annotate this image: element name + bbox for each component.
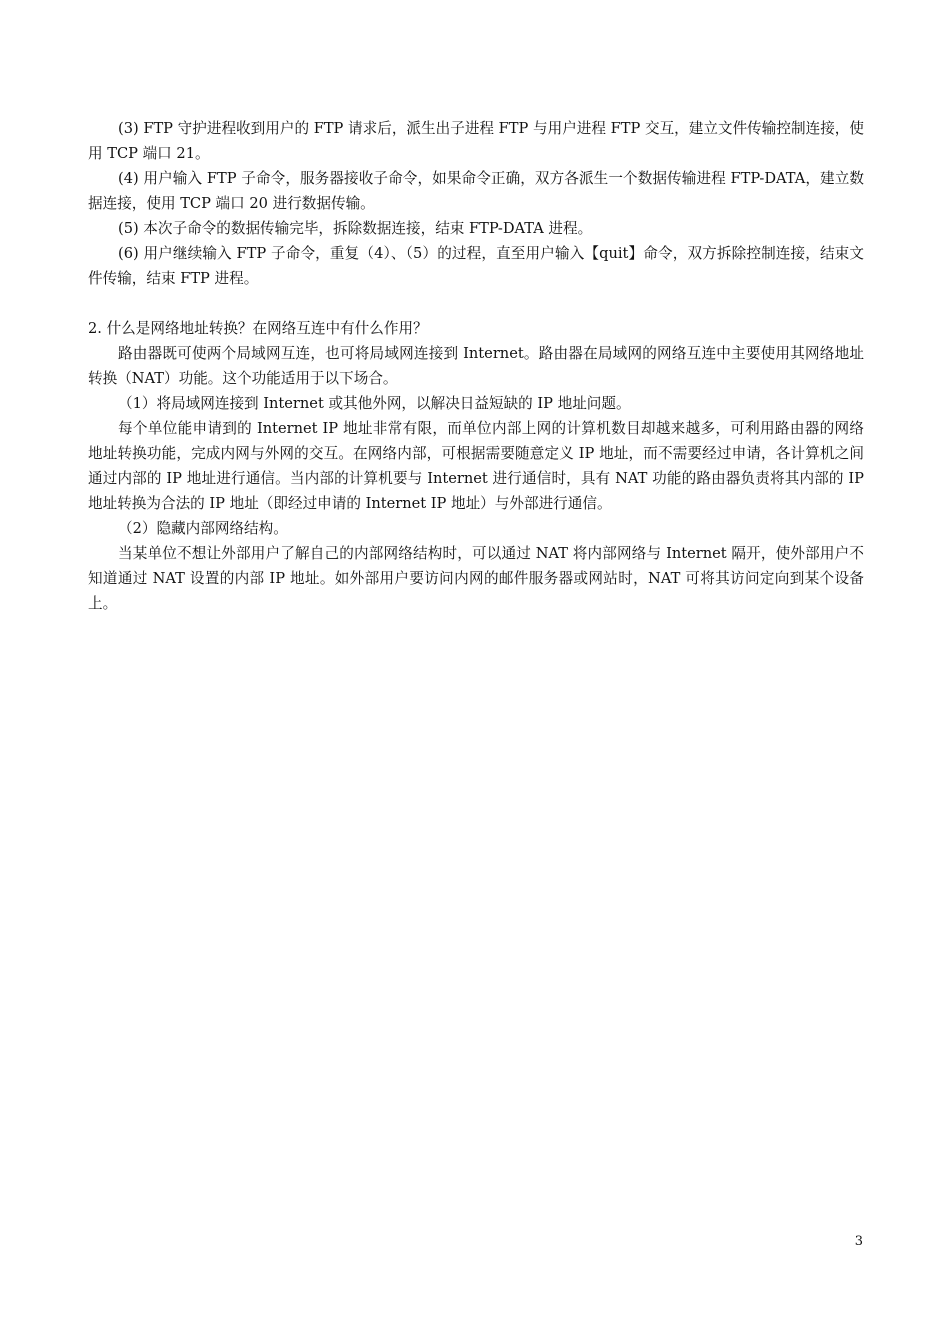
paragraph-case-2-body: 当某单位不想让外部用户了解自己的内部网络结构时，可以通过 NAT 将内部网络与 Internet 隔开，使外部用户不知道通过 NAT 设置的内部 IP 地址。如外部用户要访问内网的邮件服务器或网站时，NAT 可将其访问定向到某个设备上。 bbox=[88, 545, 864, 612]
paragraph-case-1-body: 每个单位能申请到的 Internet IP 地址非常有限，而单位内部上网的计算机数目却越来越多，可利用路由器的网络地址转换功能，完成内网与外网的交互。在网络内部，可根据需要随意定义 IP 地址，而不需要经过申请，各计算机之间通过内部的 IP 地址进行通信。当内部的计算机要与 Internet 进行通信时，具有 NAT 功能的路由器负责将其内部的 IP 地址转换为合法的 IP 地址（即经过申请的 Internet IP 地址）与外部进行通信。 bbox=[88, 420, 864, 512]
paragraph-step-3: (3) FTP 守护进程收到用户的 FTP 请求后，派生出子进程 FTP 与用户进程 FTP 交互，建立文件传输控制连接，使用 TCP 端口 21。 bbox=[88, 120, 864, 162]
question-heading: 2. 什么是网络地址转换？在网络互连中有什么作用？ bbox=[88, 320, 428, 337]
paragraph-step-6: (6) 用户继续输入 FTP 子命令，重复（4）、（5）的过程，直至用户输入【quit】命令，双方拆除控制连接，结束文件传输，结束 FTP 进程。 bbox=[88, 245, 864, 287]
paragraph-step-4: (4) 用户输入 FTP 子命令，服务器接收子命令，如果命令正确，双方各派生一个数据传输进程 FTP-DATA，建立数据连接，使用 TCP 端口 20 进行数据传输。 bbox=[88, 170, 864, 212]
paragraph-router-intro: 路由器既可使两个局域网互连，也可将局域网连接到 Internet。路由器在局域网的网络互连中主要使用其网络地址转换（NAT）功能。这个功能适用于以下场合。 bbox=[88, 345, 864, 387]
paragraph-step-5: (5) 本次子命令的数据传输完毕，拆除数据连接，结束 FTP-DATA 进程。 bbox=[118, 220, 593, 237]
page-number: 3 bbox=[854, 1234, 863, 1249]
paragraph-gap bbox=[88, 291, 864, 316]
paragraph-case-1-title: （1）将局域网连接到 Internet 或其他外网，以解决日益短缺的 IP 地址问题。 bbox=[118, 395, 631, 412]
paragraph-case-2-title: （2）隐藏内部网络结构。 bbox=[118, 520, 288, 537]
document-body bbox=[88, 116, 864, 616]
